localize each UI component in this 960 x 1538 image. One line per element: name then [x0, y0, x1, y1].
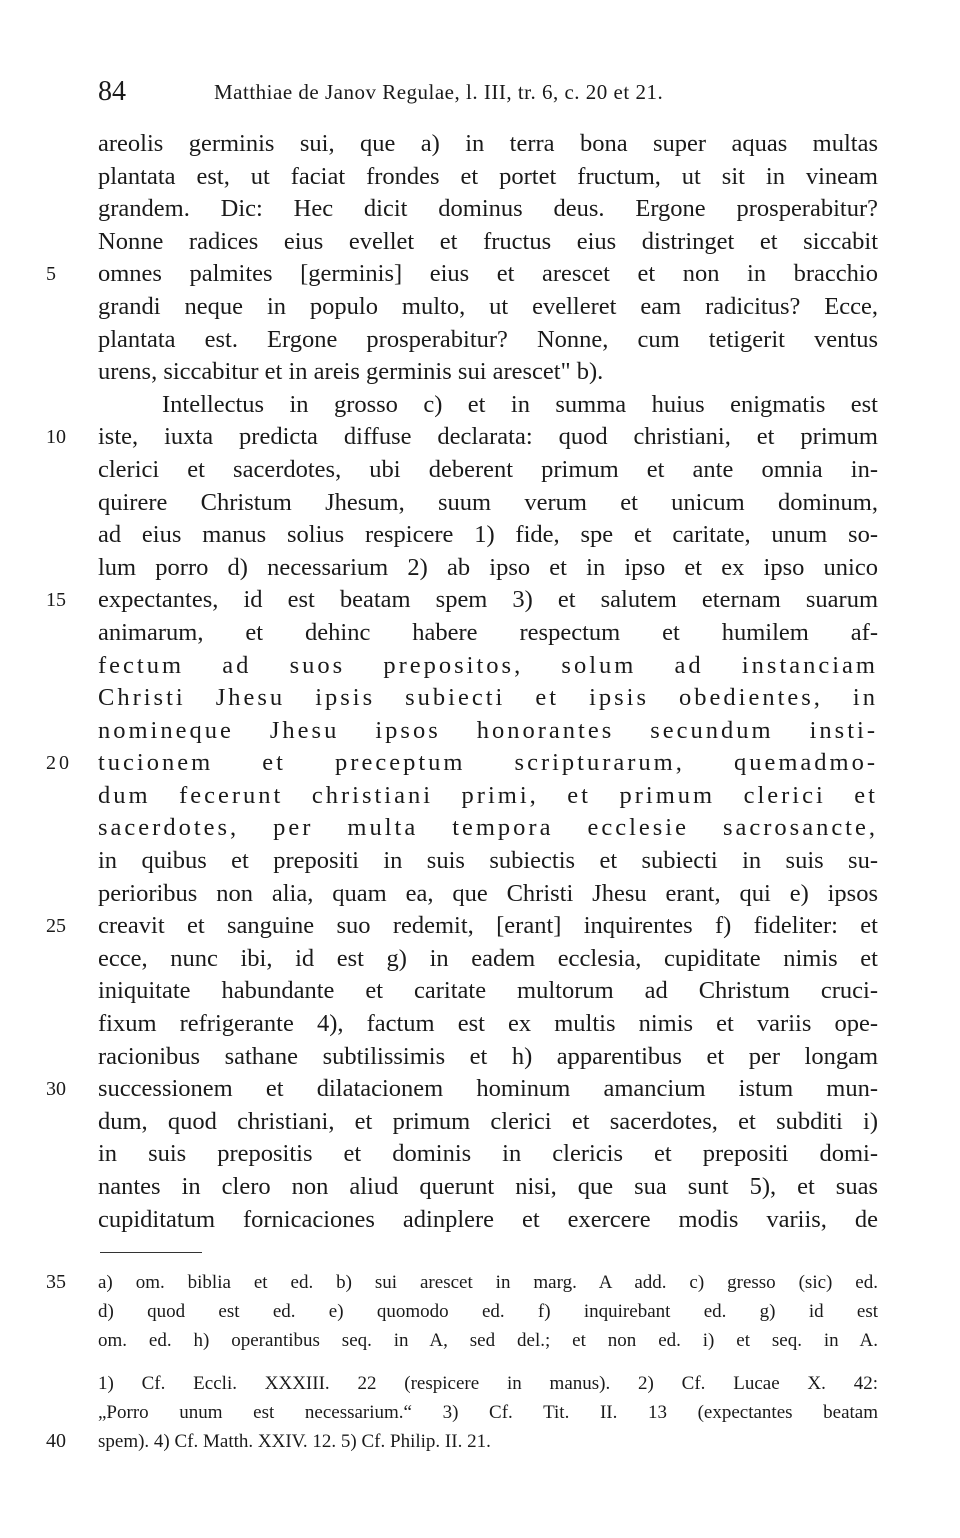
main-text: [46, 128, 878, 1236]
footnote-line: [46, 1427, 878, 1456]
text-line: [98, 454, 878, 487]
line-text: in quibus et prepositi in suis subiectis et subiecti in suis su-: [98, 847, 878, 875]
line-text: ad eius manus solius respicere 1) fide, spe et caritate, unum so-: [98, 521, 878, 549]
footnote-line: [98, 1297, 878, 1326]
footnote-line: [46, 1268, 878, 1297]
line-text: a) om. biblia et ed. b) sui arescet in marg. A add. c) gresso (sic) ed.: [98, 1272, 878, 1293]
page-number: 84: [98, 76, 126, 107]
line-text: cupiditatum fornicaciones adinplere et exercere modis variis, de: [98, 1205, 878, 1233]
line-text: dum, quod christiani, et primum clerici et sacerdotes, et subditi i): [98, 1107, 878, 1135]
text-line: [98, 1204, 878, 1237]
line-text: fectum ad suos prepositos, solum ad instanciam: [98, 651, 878, 679]
text-line: [98, 1041, 878, 1074]
variant-footnotes: [46, 1268, 878, 1355]
line-text: in suis prepositis et dominis in clericis et prepositi domi-: [98, 1140, 878, 1168]
line-text: areolis germinis sui, que a) in terra bona super aquas multas: [98, 130, 878, 157]
text-line: [46, 584, 878, 617]
text-line: [98, 389, 878, 422]
line-text: sacerdotes, per multa tempora ecclesie sacrosancte,: [98, 814, 878, 842]
line-number: 25: [46, 915, 66, 938]
page-header: [98, 76, 862, 106]
line-text: iste, iuxta predicta diffuse declarata: quod christiani, et primum: [98, 423, 878, 451]
line-text: ecce, nunc ibi, id est g) in eadem ecclesia, cupiditate nimis et: [98, 944, 878, 972]
line-text: perioribus non alia, quam ea, que Christi Jhesu erant, qui e) ipsos: [98, 879, 878, 907]
line-text: urens, siccabitur et in areis germinis sui arescet" b).: [98, 358, 604, 386]
line-text: nomineque Jhesu ipsos honorantes secundum insti-: [98, 716, 878, 744]
line-number: 15: [46, 589, 66, 612]
text-line: [98, 943, 878, 976]
line-text: successionem et dilatacionem hominum amancium istum mun-: [98, 1075, 878, 1103]
source-footnotes: [46, 1369, 878, 1456]
line-text: nantes in clero non aliud querunt nisi, que sua sunt 5), et suas: [98, 1173, 878, 1200]
line-text: Christi Jhesu ipsis subiecti et ipsis obedientes, in: [98, 684, 878, 712]
text-line: [98, 1106, 878, 1139]
line-text: „Porro unum est necessarium.“ 3) Cf. Tit. II. 13 (expectantes beatam: [98, 1402, 878, 1423]
footnote-line: [98, 1369, 878, 1398]
text-line: [98, 519, 878, 552]
line-text: Intellectus in grosso c) et in summa huius enigmatis est: [162, 390, 878, 418]
footnote-rule: [100, 1252, 202, 1253]
line-text: iniquitate habundante et caritate multorum ad Christum cruci-: [98, 977, 878, 1005]
text-line: [98, 1008, 878, 1041]
running-title: Matthiae de Janov Regulae, l. III, tr. 6, c. 20 et 21.: [214, 80, 664, 104]
footnote-gap: [98, 1355, 878, 1369]
text-line: [46, 910, 878, 943]
line-text: grandi neque in populo multo, ut evelleret eam radicitus? Ecce,: [98, 292, 878, 320]
line-text: clerici et sacerdotes, ubi deberent primum et ante omnia in-: [98, 455, 878, 483]
text-line: [98, 812, 878, 845]
text-line: [98, 617, 878, 650]
text-line: [98, 780, 878, 813]
line-text: racionibus sathane subtilissimis et h) apparentibus et per longam: [98, 1042, 878, 1070]
footnotes: [46, 1268, 878, 1456]
text-line: [98, 975, 878, 1008]
line-text: tucionem et preceptum scripturarum, quemadmo-: [98, 749, 878, 777]
line-text: om. ed. h) operantibus seq. in A, sed del.; et non ed. i) et seq. in A.: [98, 1330, 878, 1351]
text-line: [98, 128, 878, 161]
line-text: dum fecerunt christiani primi, et primum clerici et: [98, 781, 878, 809]
line-text: creavit et sanguine suo redemit, [erant] inquirentes f) fideliter: et: [98, 912, 878, 940]
line-text: spem). 4) Cf. Matth. XXIV. 12. 5) Cf. Philip. II. 21.: [98, 1431, 491, 1452]
line-text: fixum refrigerante 4), factum est ex multis nimis et variis ope-: [98, 1010, 878, 1038]
footnote-line: [98, 1326, 878, 1355]
line-number: 40: [46, 1430, 66, 1452]
text-line: [46, 747, 878, 780]
text-line: [98, 1171, 878, 1204]
line-text: omnes palmites [germinis] eius et arescet et non in bracchio: [98, 260, 878, 288]
text-line: [98, 487, 878, 520]
line-text: lum porro d) necessarium 2) ab ipso et in ipso et ex ipso unico: [98, 553, 878, 581]
line-text: d) quod est ed. e) quomodo ed. f) inquirebant ed. g) id est: [98, 1301, 878, 1322]
text-line: [98, 845, 878, 878]
line-number: 35: [46, 1271, 66, 1293]
text-line: [98, 161, 878, 194]
text-line: [46, 421, 878, 454]
footnote-line: [98, 1398, 878, 1427]
text-line: [98, 193, 878, 226]
line-text: Nonne radices eius evellet et fructus eius distringet et siccabit: [98, 227, 878, 255]
text-line: [98, 878, 878, 911]
text-line: [98, 324, 878, 357]
line-text: grandem. Dic: Hec dicit dominus deus. Ergone prosperabitur?: [98, 195, 878, 223]
line-text: quirere Christum Jhesum, suum verum et unicum dominum,: [98, 488, 878, 516]
text-line: [98, 682, 878, 715]
text-line: [46, 258, 878, 291]
line-text: animarum, et dehinc habere respectum et humilem af-: [98, 618, 878, 646]
text-line: [98, 356, 878, 389]
text-line: [98, 291, 878, 324]
line-text: plantata est, ut faciat frondes et portet fructum, ut sit in vineam: [98, 162, 878, 190]
line-number: 30: [46, 1078, 66, 1101]
line-number: 5: [46, 263, 56, 286]
line-text: plantata est. Ergone prosperabitur? Nonne, cum tetigerit ventus: [98, 325, 878, 353]
text-line: [98, 650, 878, 683]
text-line: [98, 226, 878, 259]
line-text: 1) Cf. Eccli. XXXIII. 22 (respicere in manus). 2) Cf. Lucae X. 42:: [98, 1373, 878, 1394]
line-text: expectantes, id est beatam spem 3) et salutem eternam suarum: [98, 586, 878, 614]
line-number: 20: [46, 752, 72, 775]
text-line: [98, 715, 878, 748]
text-line: [98, 1138, 878, 1171]
text-line: [98, 552, 878, 585]
text-line: [46, 1073, 878, 1106]
line-number: 10: [46, 426, 66, 449]
